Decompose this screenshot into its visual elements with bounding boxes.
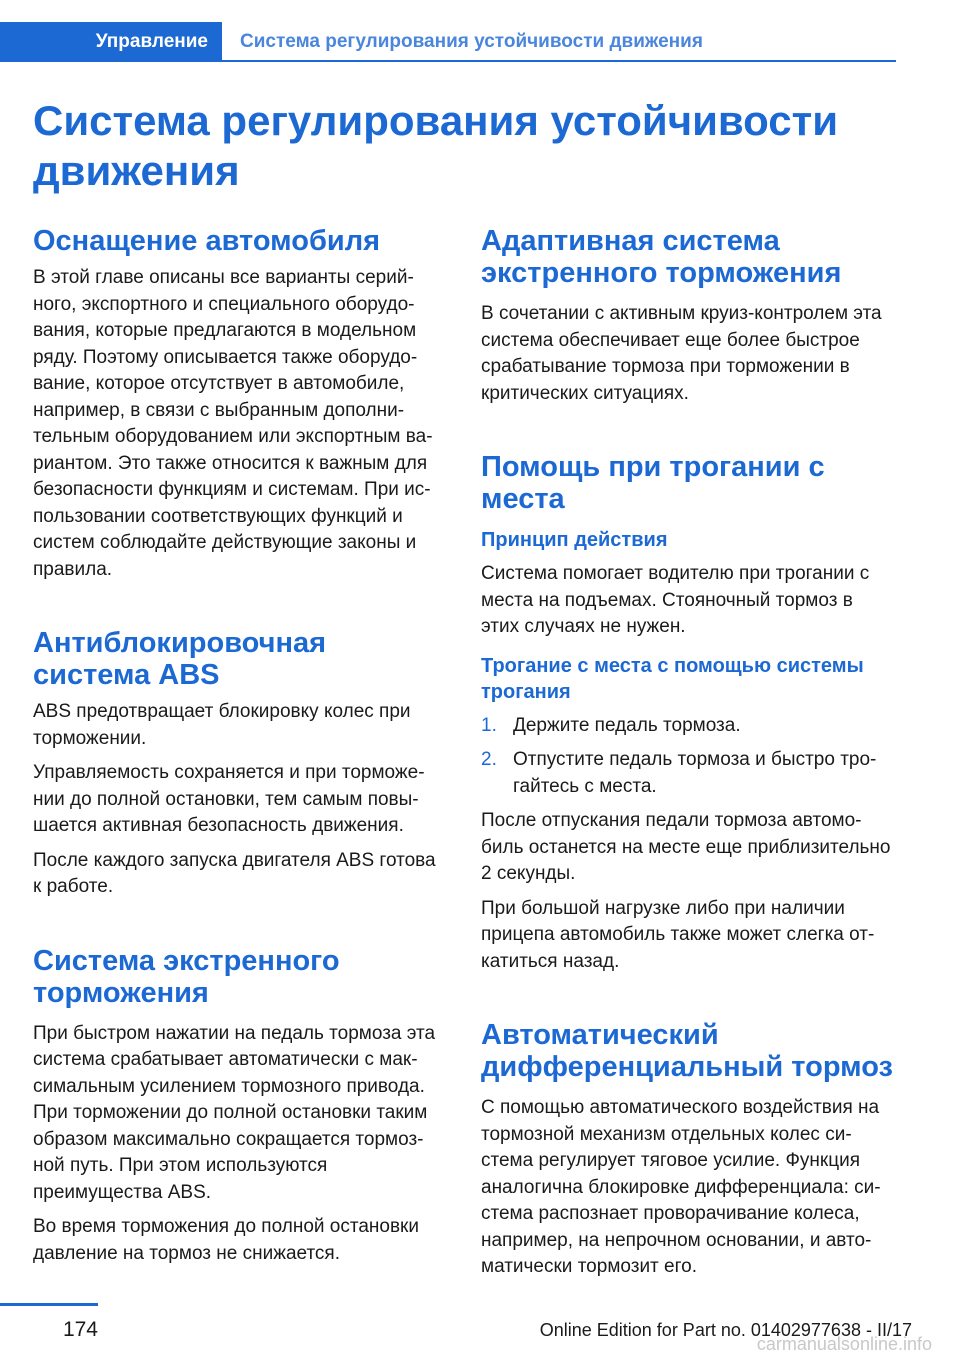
paragraph: Управляемость сохраняется и при торможении до полной остановки, тем самым повышается активная безопасность движения. [33,762,425,836]
section-title-equipment: Оснащение автомобиля [33,225,381,257]
paragraph: При быстром нажатии на педаль тормоза эта система срабатывает автоматически с максимальным усилением тормозного привода. При торможении до полной остановки таким образом максимально сокращается тормозной путь. При этом используются преимущества ABS. [33,1022,436,1203]
section-title-emergency-braking: Система экстренного торможения [33,944,340,1009]
paragraph: После отпускания педали тормоза автомобиль останется на месте еще приблизительно 2 секунды. [481,810,891,884]
steps-list [481,713,896,801]
section-title-adaptive-braking: Адаптивная система экстренного торможения [481,225,842,289]
right-column [481,225,896,1281]
page-title: Система регулирования устойчивости движения [33,97,839,194]
footer-rule [0,1303,98,1306]
section-title-differential-brake: Автоматический дифференциальный тормоз [481,1019,893,1083]
page-number: 174 [62,1318,98,1341]
section-title-abs: Антиблокировочная система ABS [33,627,327,691]
list-item [481,747,896,800]
breadcrumb: Система регулирования устойчивости движения [240,31,703,52]
step-number: 2. [481,749,497,770]
watermark: carmanualsonline.info [756,1334,932,1354]
chapter-tab: Управление [0,22,222,62]
header-rule [222,60,896,62]
paragraph: Система помогает водителю при трогании с места на подъемах. Стояночный тормоз в этих случаях не нужен. [481,563,870,637]
edition-text: Online Edition for Part no. 01402977638 - II/17 [539,1320,912,1340]
paragraph: С помощью автоматического воздействия на тормозной механизм отдельных колес система регулирует тяговое усилие. Функция аналогична блокировке дифференциала: система распознает проворачивание колеса, например, на непрочном основании, и автоматически тормозит его. [481,1097,881,1277]
paragraph: Во время торможения до полной остановки давление на тормоз не снижается. [33,1216,419,1264]
subsection-title-principle: Принцип действия [481,529,668,551]
chapter-header [0,22,896,62]
subsection-title-starting: Трогание с места с помощью системы трогания [481,654,864,703]
left-column [33,225,448,1267]
paragraph: В этой главе описаны все варианты серийного, экспортного и специального оборудования, которые предлагаются в модельном ряду. Поэтому описывается также оборудование, которое отсутствует в автомобиле, например, в связи с выбранным дополнительным оборудованием или экспортным вариантом. Это также относится к важным для безопасности функциям и системам. При использовании соответствующих функций и систем соблюдайте действующие законы и правила. [33,267,433,580]
section-title-hill-start: Помощь при трогании с места [481,451,825,515]
paragraph: После каждого запуска двигателя ABS готова к работе. [33,849,436,897]
paragraph: В сочетании с активным круиз-контролем эта система обеспечивает еще более быстрое срабатывание тормоза при торможении в критических ситуациях. [481,303,882,404]
paragraph: При большой нагрузке либо при наличии прицепа автомобиль также может слегка откатиться назад. [481,897,875,972]
step-text: Держите педаль тормоза. [513,714,741,736]
list-item [481,713,896,740]
paragraph: ABS предотвращает блокировку колес при торможении. [33,701,411,749]
step-number: 1. [481,714,497,736]
step-text: Отпустите педаль тормоза и быстро трогайтесь с места. [513,749,877,797]
